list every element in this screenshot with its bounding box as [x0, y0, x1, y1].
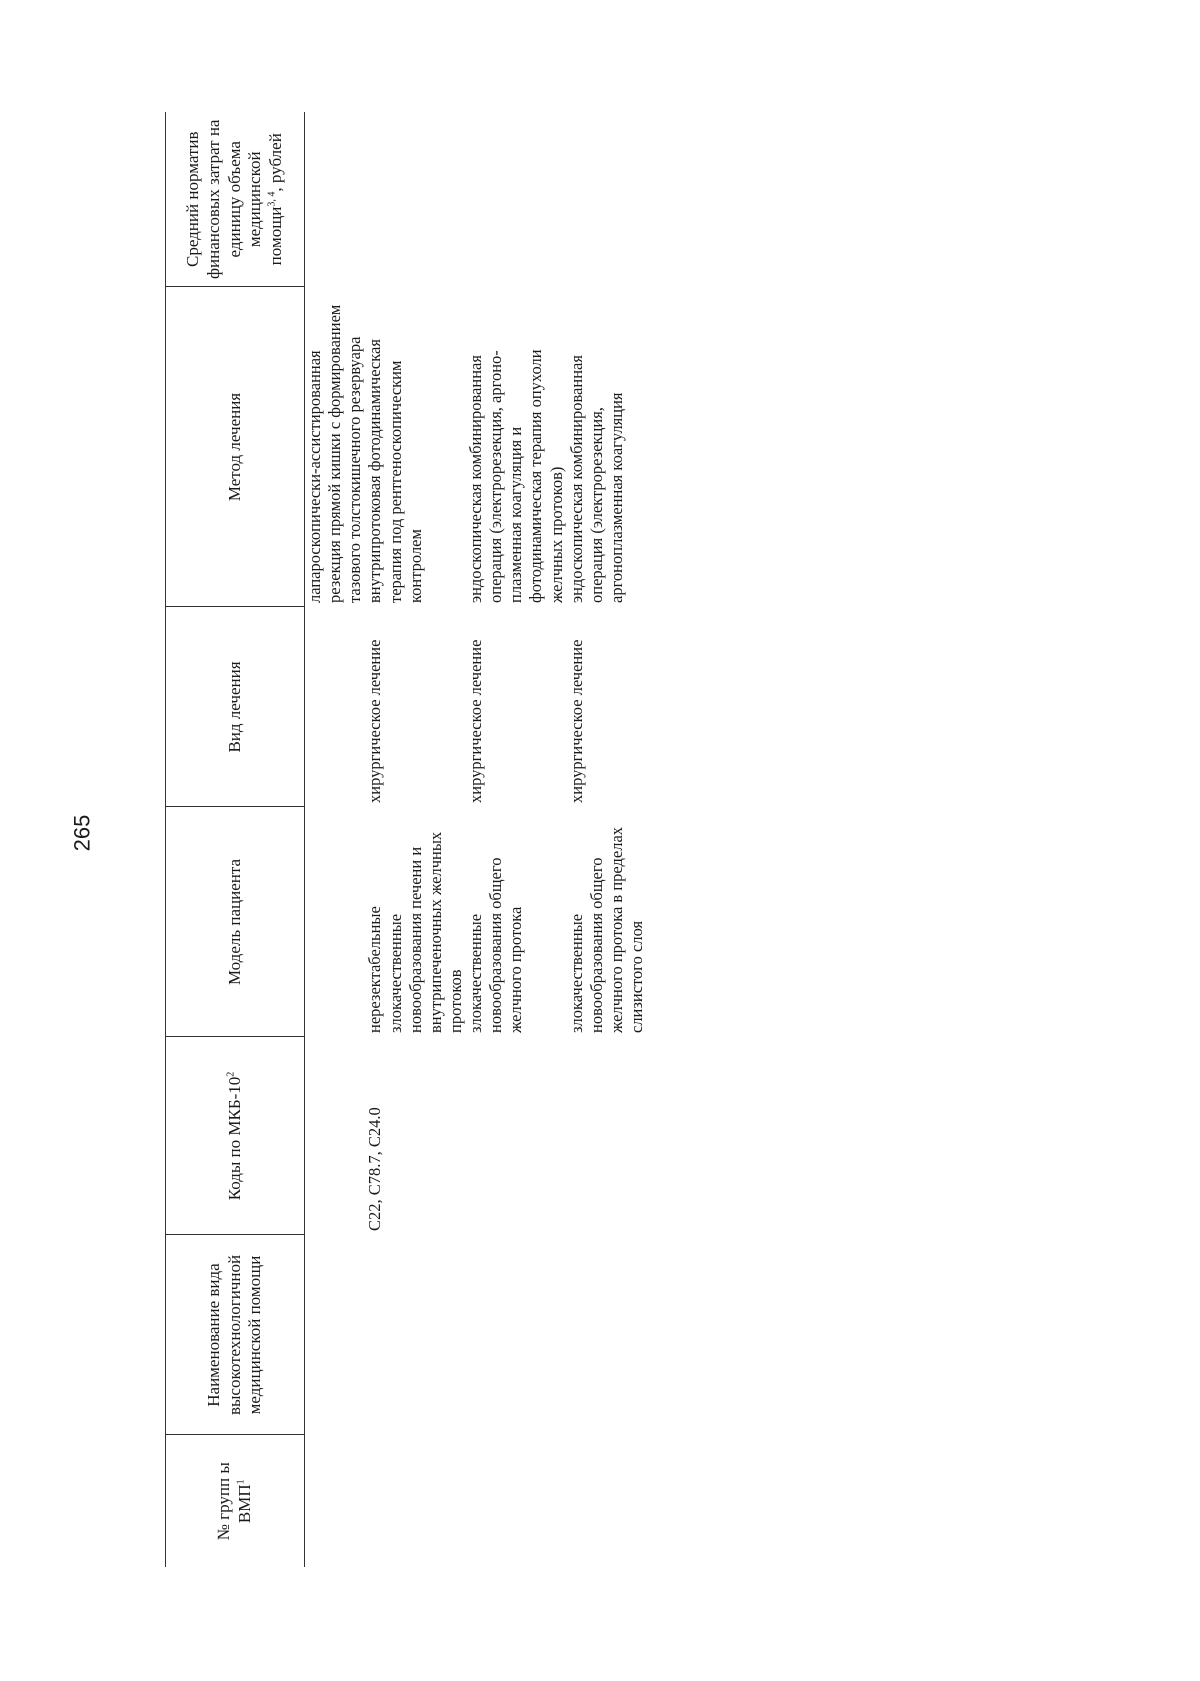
- cell-group-no: [567, 1435, 648, 1567]
- cell-avg-cost: [365, 112, 466, 287]
- cell-icd-codes: C22, C78.7, C24.0: [365, 1107, 385, 1231]
- table-row: [305, 112, 366, 1567]
- cell-treatment-method: лапароскопически-ассистированная резекция прямой кишки с формированием тазового толстокишечного резервуара: [305, 304, 365, 603]
- cell-vmp-name: [466, 1235, 567, 1435]
- table-row: [466, 112, 567, 1567]
- landscape-page: [165, 112, 1115, 1567]
- cell-icd-codes: [305, 1037, 366, 1235]
- cell-treatment-method: эндоскопическая комбинированная операция (электрорезекция, аргоно-плазменная коагуляция и фотодинамическая терапия опухоли желчных протоков): [466, 349, 566, 603]
- cell-treatment-method: внутрипротоковая фотодинамическая терапия под рентгеноскопическим контролем: [365, 339, 425, 603]
- cell-group-no: [466, 1435, 567, 1567]
- vmp-table: [165, 112, 647, 1567]
- cell-group-no: [365, 1435, 466, 1567]
- table-row: [567, 112, 648, 1567]
- cell-treatment-type: хирургическое лечение: [365, 639, 385, 803]
- header-vmp-name: Наименование вида высокотехнологичной медицинской помощи: [166, 1235, 305, 1435]
- cell-group-no: [305, 1435, 366, 1567]
- cell-vmp-name: [365, 1235, 466, 1435]
- header-patient-model: Модель пациента: [166, 807, 305, 1037]
- header-group-no: № групп ы ВМП$^1$: [166, 1435, 305, 1567]
- cell-patient-model: [305, 807, 366, 1037]
- cell-patient-model: злокачественные новообразования общего желчного протока в пределах слизистого слоя: [566, 826, 646, 1033]
- cell-avg-cost: [567, 112, 648, 287]
- page-number: 265: [69, 814, 95, 852]
- cell-icd-codes: [567, 1037, 648, 1235]
- table-header: [166, 112, 305, 1567]
- cell-avg-cost: [466, 112, 567, 287]
- cell-patient-model: нерезектабельные злокачественные новообразования печени и внутрипеченочных желчных протоков: [365, 831, 465, 1033]
- cell-vmp-name: [305, 1235, 366, 1435]
- cell-patient-model: злокачественные новообразования общего желчного протока: [466, 857, 526, 1033]
- cell-treatment-type: хирургическое лечение: [466, 639, 485, 803]
- header-treatment-type: Вид лечения: [166, 607, 305, 807]
- header-treatment-method: Метод лечения: [166, 287, 305, 607]
- cell-icd-codes: [466, 1037, 567, 1235]
- cell-avg-cost: [305, 112, 366, 287]
- header-icd-codes: Коды по МКБ-$10^2$: [166, 1037, 305, 1235]
- cell-vmp-name: [567, 1235, 648, 1435]
- cell-treatment-type: хирургическое лечение: [566, 639, 586, 803]
- cell-treatment-method: эндоскопическая комбинированная операция (электрорезекция, аргоноплазменная коагуляция: [566, 355, 626, 603]
- cell-treatment-type: [305, 607, 366, 807]
- table-row: [365, 112, 466, 1567]
- header-avg-cost: Средний норматив финансовых затрат на единицу объема медицинской помощи$^{3, 4}$, рублей: [166, 112, 305, 287]
